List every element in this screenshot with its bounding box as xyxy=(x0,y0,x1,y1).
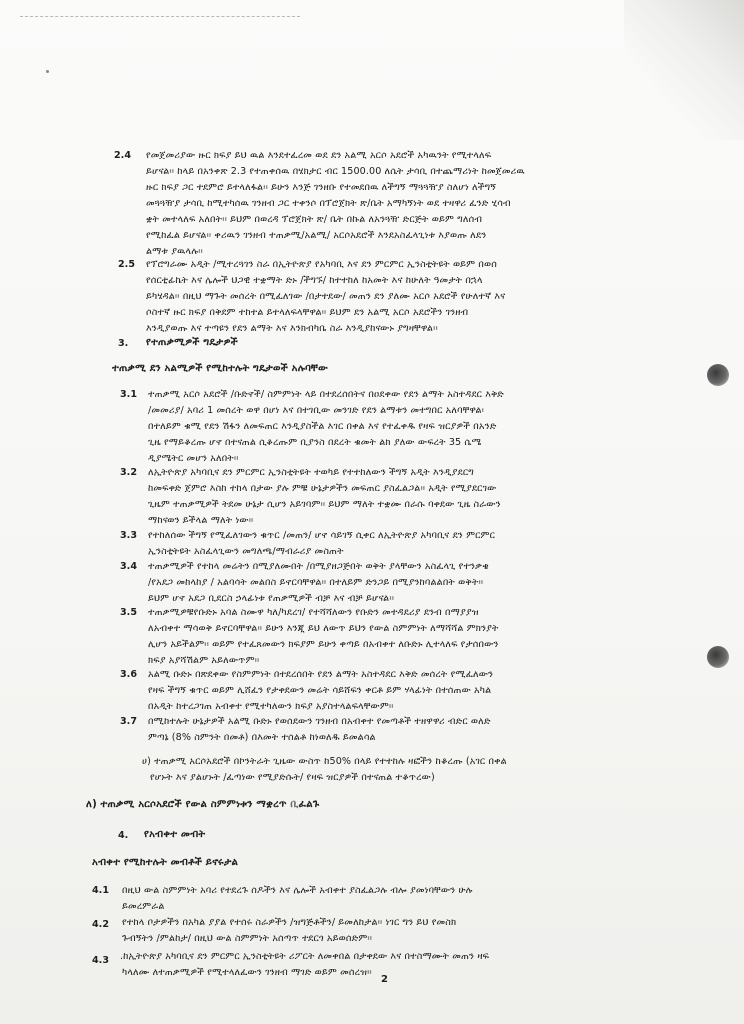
clause-line: /የአደጋ መከላከያ / አልባሳት መልበስ ይኖርባቸዋል፡፡ በተለይም ድንጋይ በሚያንከባልልበት ወቅት፡፡ xyxy=(148,577,484,588)
clause-line: ቋት መተላለፍ አለበት፡፡ ይህም በወረዳ ፕሮጀክት ጽ/ ቤት በኩል ለአንጓዥ ድርጅት ወይም ግለሰብ xyxy=(146,214,483,225)
clause-line: መጓጓዥያ ታሳቢ ከሚተካሰዉ ገንዘብ ጋር ተቀንሶ በፕሮጀክት ጽ/ቤት አማካኝነት ወደ ተዛዋሪ ፈንድ ሂሳብ xyxy=(146,198,511,209)
clause-line: ሊሆን አይችልም፡፡ ወይም የተፈጸመውን ክፍያም ይሁን ቀጣይ በአብቀተ ለቡድኑ ሊተላለፍ የታሰበውን xyxy=(148,639,499,650)
section-heading: የተጠቃሚዎች ግዴታዎች xyxy=(146,337,238,348)
clause-line: የዛፍ ችግኝ ቁጥር ወይም ሊሸፈን የታቀደውን መሬት ሳይሸፍን ቀርቶ ይም ሃላፊነት በተሰጠው አካል xyxy=(148,685,492,696)
clause-line: ማከናወን ይችላል ማለት ነው፡፡ xyxy=(148,515,254,526)
clause-line: ተጠቃሚዎች የተከላ መሬትን በሚያለሙበት /በሚያዘጋጅበት ወቅት ያላቸውን አስፈላጊ የተንቃቄ xyxy=(148,561,489,572)
clause-line: ይመረምራል xyxy=(122,901,165,912)
clause-line: የፕሮግራሙ አዲት /ሚተረጓገን ስራ በኢትዮጵያ የአካባቢ እና ደን ምርምር ኢንስቲትዩት ወይም በወሰ xyxy=(146,259,497,270)
clause-number: 2.4 xyxy=(114,150,131,161)
clause-line: የመጀመሪያው ዙር ክፍያ ይህ ዉል እንደተፈረመ ወደ ደን አልሚ አርሶ አደሮች አካዉንት የሚተላለፍ xyxy=(146,150,492,161)
clause-number: 4.2 xyxy=(92,919,109,930)
clause-line: ክፍያ አያሻሽልም አይለውጥም፡፡ xyxy=(148,655,260,666)
sub-clause-a-line: ሀ) ተጠቃሚ አርሶአደሮች በኮንትራት ጊዜው ውስጥ ከ50% በላይ የተተከሉ ዛፎችን ከቆረጡ (አገር በቀል xyxy=(142,756,507,767)
clause-line: በዚህ ውል ስምምነት አባሪ የተደረጉ ሰዶችን እና ሌሎች አብቀተ ያስፈልጋሉ ብሎ ያመነባቸውን ሁሉ xyxy=(122,885,473,896)
clause-line: ዲያሜትር መሆን አለበት፡፡ xyxy=(148,453,239,464)
clause-line: ልማቱ ያዉላሉ፡፡ xyxy=(146,246,203,257)
clause-line: የተከለሰው ችግኝ የሚፈለገውን ቁጥር /መጠን/ ሆኖ ሳይገኝ ሲቀር ለኢትዮጵያ አካባቢና ደን ምርምር xyxy=(148,530,496,541)
page-fold-shadow xyxy=(624,0,744,140)
clause-line: .ከኢትዮጵያ አካባቢና ደን ምርምር ኢንስቲትዩት ሪፖርት ለመቀበል በታቀደው እና በተስማሙት መጠን ዛፍ xyxy=(120,951,490,962)
clause-number: 3.6 xyxy=(120,669,137,680)
clause-line: ጊዜም ተጠቃሚዎች ትደመ ሁኔታ ሲሆን አይገባም፡፡ ይህም ማለት ተቋሙ በራሱ ባቀደው ጊዜ ስራውን xyxy=(148,499,501,510)
clause-line: ይካሄዳል፡፡ በዚህ ማጉት መሰረት በሚፈለገው /በታተደው/ መጠን ደን ያለሙ አርሶ አደሮች የሁለተኛ እና xyxy=(146,291,506,302)
clause-number: 3.2 xyxy=(120,467,137,478)
clause-line: ጉብኝትን /ምልከታ/ በዚህ ውል ስምምነት አሰጣጥ ተደርጎ አይወሰድም፡፡ xyxy=(122,933,373,944)
sub-clause-a-line: የሆኑት እና ያልሆኑት /ፈጣነው የሚያድሱት/ የዛፍ ዝርያዎች በተናጠል ተቆጥረው) xyxy=(150,772,435,783)
clause-line: በሚከተሉት ሁኔታዎች አልሚ ቡድኑ የወሰደውን ገንዘብ በአብቀተ የመጣቶች ተዘዋዋሪ ብድር ወለድ xyxy=(148,716,491,727)
clause-line: ዙር ክፍያ ጋር ተደምሮ ይተላለፋል፡፡ ይሁን እንጅ ገንዘቡ የተመደበዉ ለችግኝ ማጓጓዥያ ስለሆነ ለችግኝ xyxy=(146,182,497,193)
clause-number: 3.5 xyxy=(120,607,137,618)
section-number: 3. xyxy=(118,338,129,349)
clause-line: አልሚ ቡድኑ በጽደቀው የስምምነት በተደረሰበት የደን ልማት አስተዳደር እቅድ መሰረት የሚፈለውን xyxy=(148,669,494,680)
clause-number: 4.1 xyxy=(92,885,109,896)
clause-number: 3.4 xyxy=(120,561,137,572)
section-subheading: አብቀተ የሚከተሉት መብቶች ይኖሩታል xyxy=(92,857,239,868)
clause-line: ለኢትዮጵያ አካባቢና ደን ምርምር ኢንስቲትዩት ተወካይ የተተከለውን ችግኝ አዲት እንዲያደርግ xyxy=(148,467,474,478)
clause-line: ተጠቃሚዎቹየቡድኑ አባል ስሙዋ ካለ/ካደረገ/ የተሻሻለውን የቡድን መተዳደሪያ ደንብ በማያያዝ xyxy=(148,607,479,618)
clause-line: እንዲያወጡ እና ተጣዩን የደን ልማት እና እንክብካቤ ስራ እንዲያከናውኑ ያግዛቸዋል፡፡ xyxy=(146,323,438,334)
clause-line: በተለይም ቁሚ የደን ሽፋን ለመፍጠር እንዲያስችል እገር በቀል እና የተፈቀዱ የዛፍ ዝርያዎች በአንድ xyxy=(148,421,497,432)
section-heading: የአብቀተ መብት xyxy=(144,829,206,840)
clause-number: 2.5 xyxy=(118,259,135,270)
clause-line: የሚከፈል ይሆናል፡፡ ቀሪዉን ገንዘብ ተጠቃሚ/አልሚ/ አርሶአደሮች እንደአስፈላጊነቱ እያወጡ ለደን xyxy=(146,230,487,241)
clause-line: ኢንስቲትዩት አስፈላጊውን መግለጫ/ማብራሪያ መስጠት xyxy=(148,546,344,557)
clause-line: ጊዜ የማይቆረጡ ሆኖ በተናጠል ሲቆረጡም ቢያንስ በደረት ቁመት ልክ ያለው ውፍረት 35 ሴሜ xyxy=(148,437,482,448)
speck xyxy=(46,70,49,73)
clause-line: የተከላ ቦታዎችን በአካል ያያል የተሰሩ ስራዎችን /ዝግጅቶችን/ ይመለከታል፡፡ ነገር ግን ይህ የመስክ xyxy=(122,917,457,928)
punch-hole xyxy=(707,364,729,386)
sub-clause-b: ለ) ተጠቃሚ አርሶአደሮች የውል ስምምነቱን ማቋረጥ ቢፈልጉ xyxy=(86,799,320,810)
clause-line: /መመሪያ/ አባሪ 1 መሰረት ወዋ በሆነ እና በተገቢው መንገድ የደን ልማቱን መተግበር አለባቸዋል፡ xyxy=(148,405,485,416)
clause-line: ሶስተኛ ዙር ክፍያ በቅደም ተከተል ይተላለፍላቸዋል፡፡ ይህም ደን አልሚ አርሶ አደሮችን ገንዘብ xyxy=(146,307,469,318)
punch-hole xyxy=(707,646,729,668)
clause-line: በአዲት ከተረጋገጠ አብቀተ የሚተካለውን ክፍያ አያስተላልፍላቸውም፡፡ xyxy=(148,701,394,712)
clause-number: 4.3 xyxy=(92,955,109,966)
clause-line: ይህም ሆኖ አደጋ ቢደርስ ኃላፊነቱ የጠቃሚዎች ብቻ እና ብቻ ይሆናል፡፡ xyxy=(148,593,395,604)
section-number: 4. xyxy=(118,830,129,841)
clause-line: ምጣኔ (8% ስምንት በመቶ) በእመት ተሰልቶ ከነወለዱ ይመልሳል xyxy=(148,732,376,743)
clause-line: ካላለሙ ለተጠቃሚዎች የሚተላለፈውን ገንዘብ ማገድ ወይም መሰረዝ፡፡ xyxy=(122,967,372,978)
clause-number: 3.7 xyxy=(120,716,137,727)
clause-line: ከመፍቀድ ጀምሮ እስከ ተከላ በታው ያሉ ምቹ ሁኔታዎችን መፍጠር ያስፈልጋል፡፡ አዲት የሚያደርገው xyxy=(148,483,497,494)
clause-line: የሰርቲፊኬት እና ሌሎች ህጋዊ ተቋማት ድኑ /ችግኙ/ ከተተከለ ከአመት እና ከሁለት ዓመታት በኋላ xyxy=(146,275,483,286)
clause-line: ለአብቀተ ማሳወቅ ይኖርባቸዋል፡፡ ይሁን እንጂ ይህ ለውጥ ይህን የውል ስምምነት ለማሻሻል ምክንያት xyxy=(148,623,499,634)
top-rule xyxy=(20,16,300,18)
clause-number: 3.3 xyxy=(120,530,137,541)
clause-line: ይሆናል፡፡ ከላይ በአንቀጽ 2.3 የተጠቀሰዉ በሄክታር ብር 1500.00 ለሴት ታሳቢ በተጨማሪነት ከመጀመሪዉ xyxy=(146,166,525,177)
page-number: 2 xyxy=(381,974,388,985)
clause-line: ተጠቃሚ አርሶ አደሮች /ቡድኖች/ ስምምነት ላይ በተደረሰበትና በዐደቀው የደን ልማት አስተዳደር እቅድ xyxy=(148,389,504,400)
section-subheading: ተጠቃሚ ደን አልሚዎች የሚከተሉት ግዴታወች አሉባቸው xyxy=(112,363,329,374)
clause-number: 3.1 xyxy=(120,389,137,400)
